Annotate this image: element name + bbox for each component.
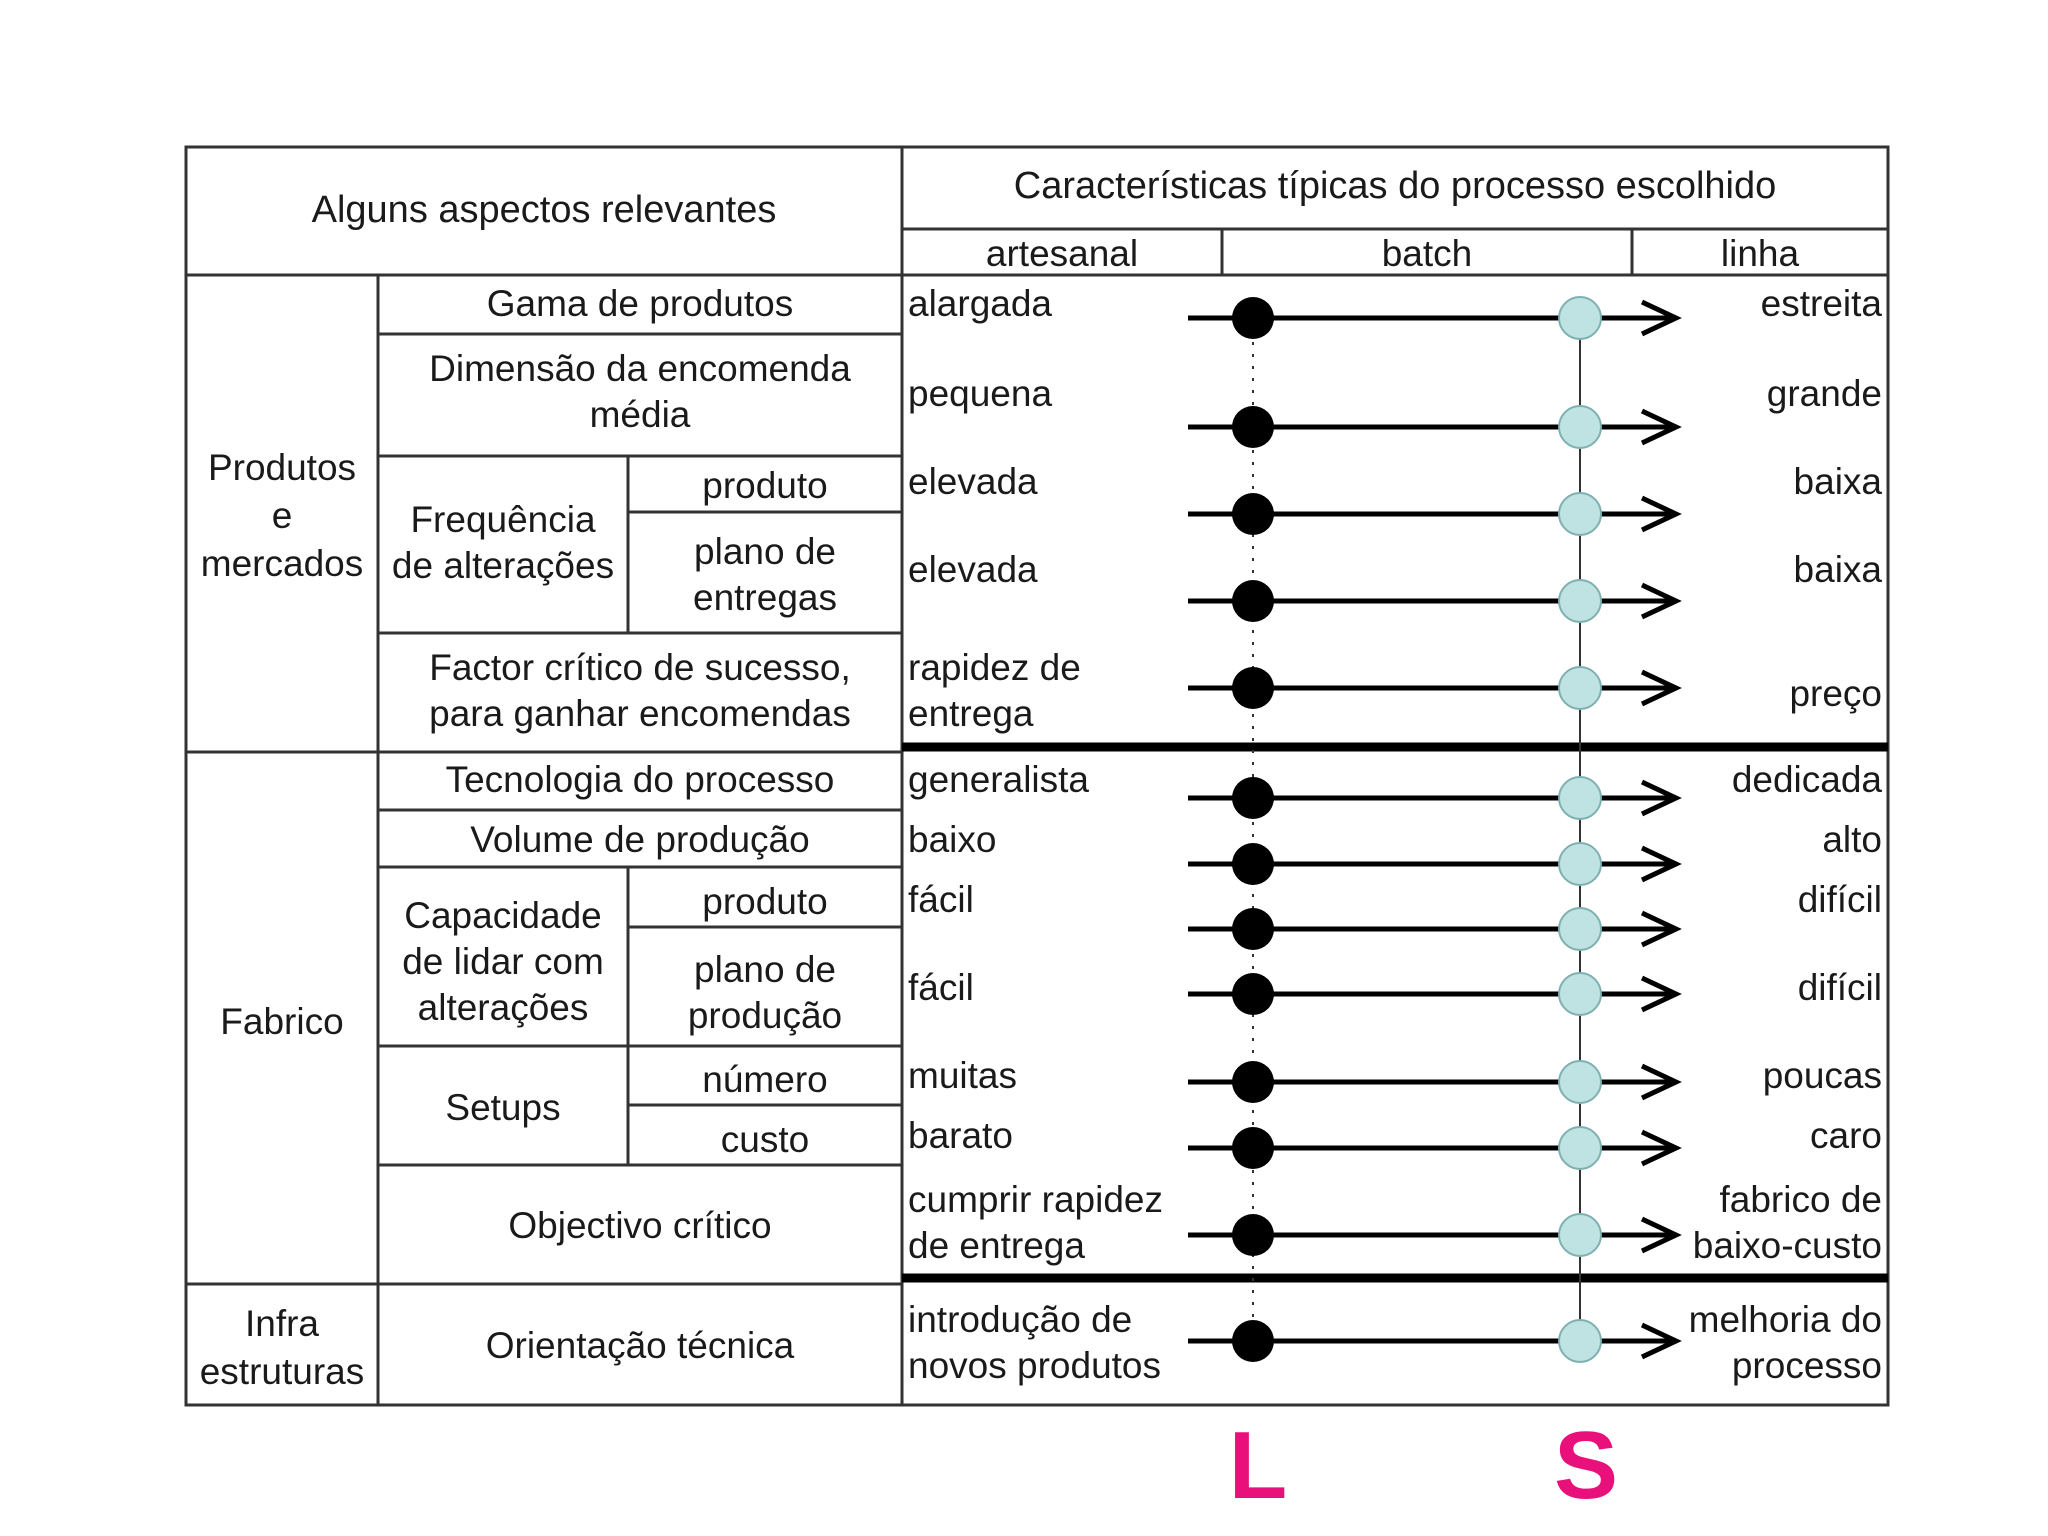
S-marker-dot xyxy=(1559,580,1601,622)
aspect-label: plano de produção xyxy=(687,949,843,1036)
row-right-value: alto xyxy=(1822,819,1882,860)
aspects-header: Alguns aspectos relevantes xyxy=(311,189,777,231)
characteristic-arrow xyxy=(1188,777,1676,819)
row-right-value: melhoria do processo xyxy=(1688,1299,1882,1386)
L-marker-dot xyxy=(1232,1061,1274,1103)
row-right-value: dedicada xyxy=(1731,759,1882,800)
aspect-label: produto xyxy=(702,465,828,506)
characteristic-arrow xyxy=(1188,1214,1676,1256)
aspect-label: produto xyxy=(702,881,828,922)
row-right-value: baixa xyxy=(1793,461,1882,502)
characteristic-arrow xyxy=(1188,843,1676,885)
row-left-value: cumprir rapidez de entrega xyxy=(908,1179,1163,1266)
S-marker-dot xyxy=(1559,297,1601,339)
row-right-value: preço xyxy=(1789,673,1882,714)
S-marker-dot xyxy=(1559,1214,1601,1256)
aspect-label: custo xyxy=(720,1119,810,1160)
aspect-label: Factor crítico de sucesso, para ganhar encomendas xyxy=(429,647,851,734)
L-marker-dot xyxy=(1232,1127,1274,1169)
aspect-label: Setups xyxy=(445,1087,561,1128)
S-marker-dot xyxy=(1559,973,1601,1015)
row-right-value: difícil xyxy=(1797,967,1882,1008)
row-left-value: pequena xyxy=(908,373,1053,414)
L-marker-dot xyxy=(1232,777,1274,819)
S-marker-dot xyxy=(1559,1061,1601,1103)
S-marker-dot xyxy=(1559,777,1601,819)
row-left-value: alargada xyxy=(908,283,1053,324)
characteristic-arrow xyxy=(1188,908,1676,950)
row-right-value: fabrico de baixo-custo xyxy=(1692,1179,1882,1266)
L-marker-dot xyxy=(1232,973,1274,1015)
row-right-value: caro xyxy=(1810,1115,1882,1156)
characteristic-arrow xyxy=(1188,580,1676,622)
aspect-label: Orientação técnica xyxy=(485,1325,795,1366)
table-text xyxy=(200,165,1883,1392)
L-marker-dot xyxy=(1232,908,1274,950)
row-left-value: introdução de novos produtos xyxy=(908,1299,1162,1386)
aspect-label: Objectivo crítico xyxy=(508,1205,772,1246)
row-right-value: estreita xyxy=(1760,283,1882,324)
arrow-rows xyxy=(1188,297,1676,1362)
characteristics-header: Características típicas do processo escolhido xyxy=(1013,165,1777,207)
process-type-linha: linha xyxy=(1720,233,1800,274)
aspect-label: número xyxy=(702,1059,828,1100)
aspect-label: Gama de produtos xyxy=(486,283,794,324)
characteristic-arrow xyxy=(1188,1061,1676,1103)
characteristic-arrow xyxy=(1188,406,1676,448)
characteristic-arrow xyxy=(1188,297,1676,339)
L-marker-dot xyxy=(1232,493,1274,535)
S-marker-dot xyxy=(1559,1320,1601,1362)
L-marker-dot xyxy=(1232,580,1274,622)
characteristic-arrow xyxy=(1188,973,1676,1015)
aspect-label: Tecnologia do processo xyxy=(445,759,835,800)
L-marker-dot xyxy=(1232,1320,1274,1362)
characteristic-arrow xyxy=(1188,493,1676,535)
S-marker-dot xyxy=(1559,1127,1601,1169)
row-right-value: difícil xyxy=(1797,879,1882,920)
row-left-value: elevada xyxy=(908,549,1038,590)
row-left-value: baixo xyxy=(908,819,997,860)
characteristic-arrow xyxy=(1188,667,1676,709)
L-marker-dot xyxy=(1232,1214,1274,1256)
S-marker-dot xyxy=(1559,493,1601,535)
aspect-label: Frequência de alterações xyxy=(391,499,615,586)
L-marker-dot xyxy=(1232,297,1274,339)
row-left-value: fácil xyxy=(908,967,974,1008)
row-left-value: barato xyxy=(908,1115,1013,1156)
L-marker-dot xyxy=(1232,667,1274,709)
S-marker-dot xyxy=(1559,908,1601,950)
marker-label-S: S xyxy=(1553,1412,1619,1519)
S-marker-dot xyxy=(1559,667,1601,709)
aspect-label: Volume de produção xyxy=(470,819,810,860)
row-left-value: fácil xyxy=(908,879,974,920)
row-right-value: grande xyxy=(1766,373,1882,414)
process-type-artesanal: artesanal xyxy=(985,233,1139,274)
aspect-label: Dimensão da encomenda média xyxy=(429,348,851,435)
characteristic-arrow xyxy=(1188,1320,1676,1362)
group-label: Fabrico xyxy=(220,1001,344,1042)
row-left-value: elevada xyxy=(908,461,1038,502)
row-right-value: baixa xyxy=(1793,549,1882,590)
L-marker-dot xyxy=(1232,843,1274,885)
row-left-value: muitas xyxy=(908,1055,1017,1096)
aspect-label: Capacidade de lidar com alterações xyxy=(402,895,604,1028)
S-marker-dot xyxy=(1559,406,1601,448)
S-marker-dot xyxy=(1559,843,1601,885)
L-marker-dot xyxy=(1232,406,1274,448)
row-right-value: poucas xyxy=(1762,1055,1882,1096)
row-left-value: rapidez de entrega xyxy=(908,647,1081,734)
characteristic-arrow xyxy=(1188,1127,1676,1169)
group-label: Produtos e mercados xyxy=(200,447,364,584)
group-label: Infra estruturas xyxy=(199,1303,365,1392)
marker-label-L: L xyxy=(1228,1412,1288,1519)
process-type-batch: batch xyxy=(1381,233,1473,274)
aspect-label: plano de entregas xyxy=(693,531,837,618)
row-left-value: generalista xyxy=(908,759,1090,800)
